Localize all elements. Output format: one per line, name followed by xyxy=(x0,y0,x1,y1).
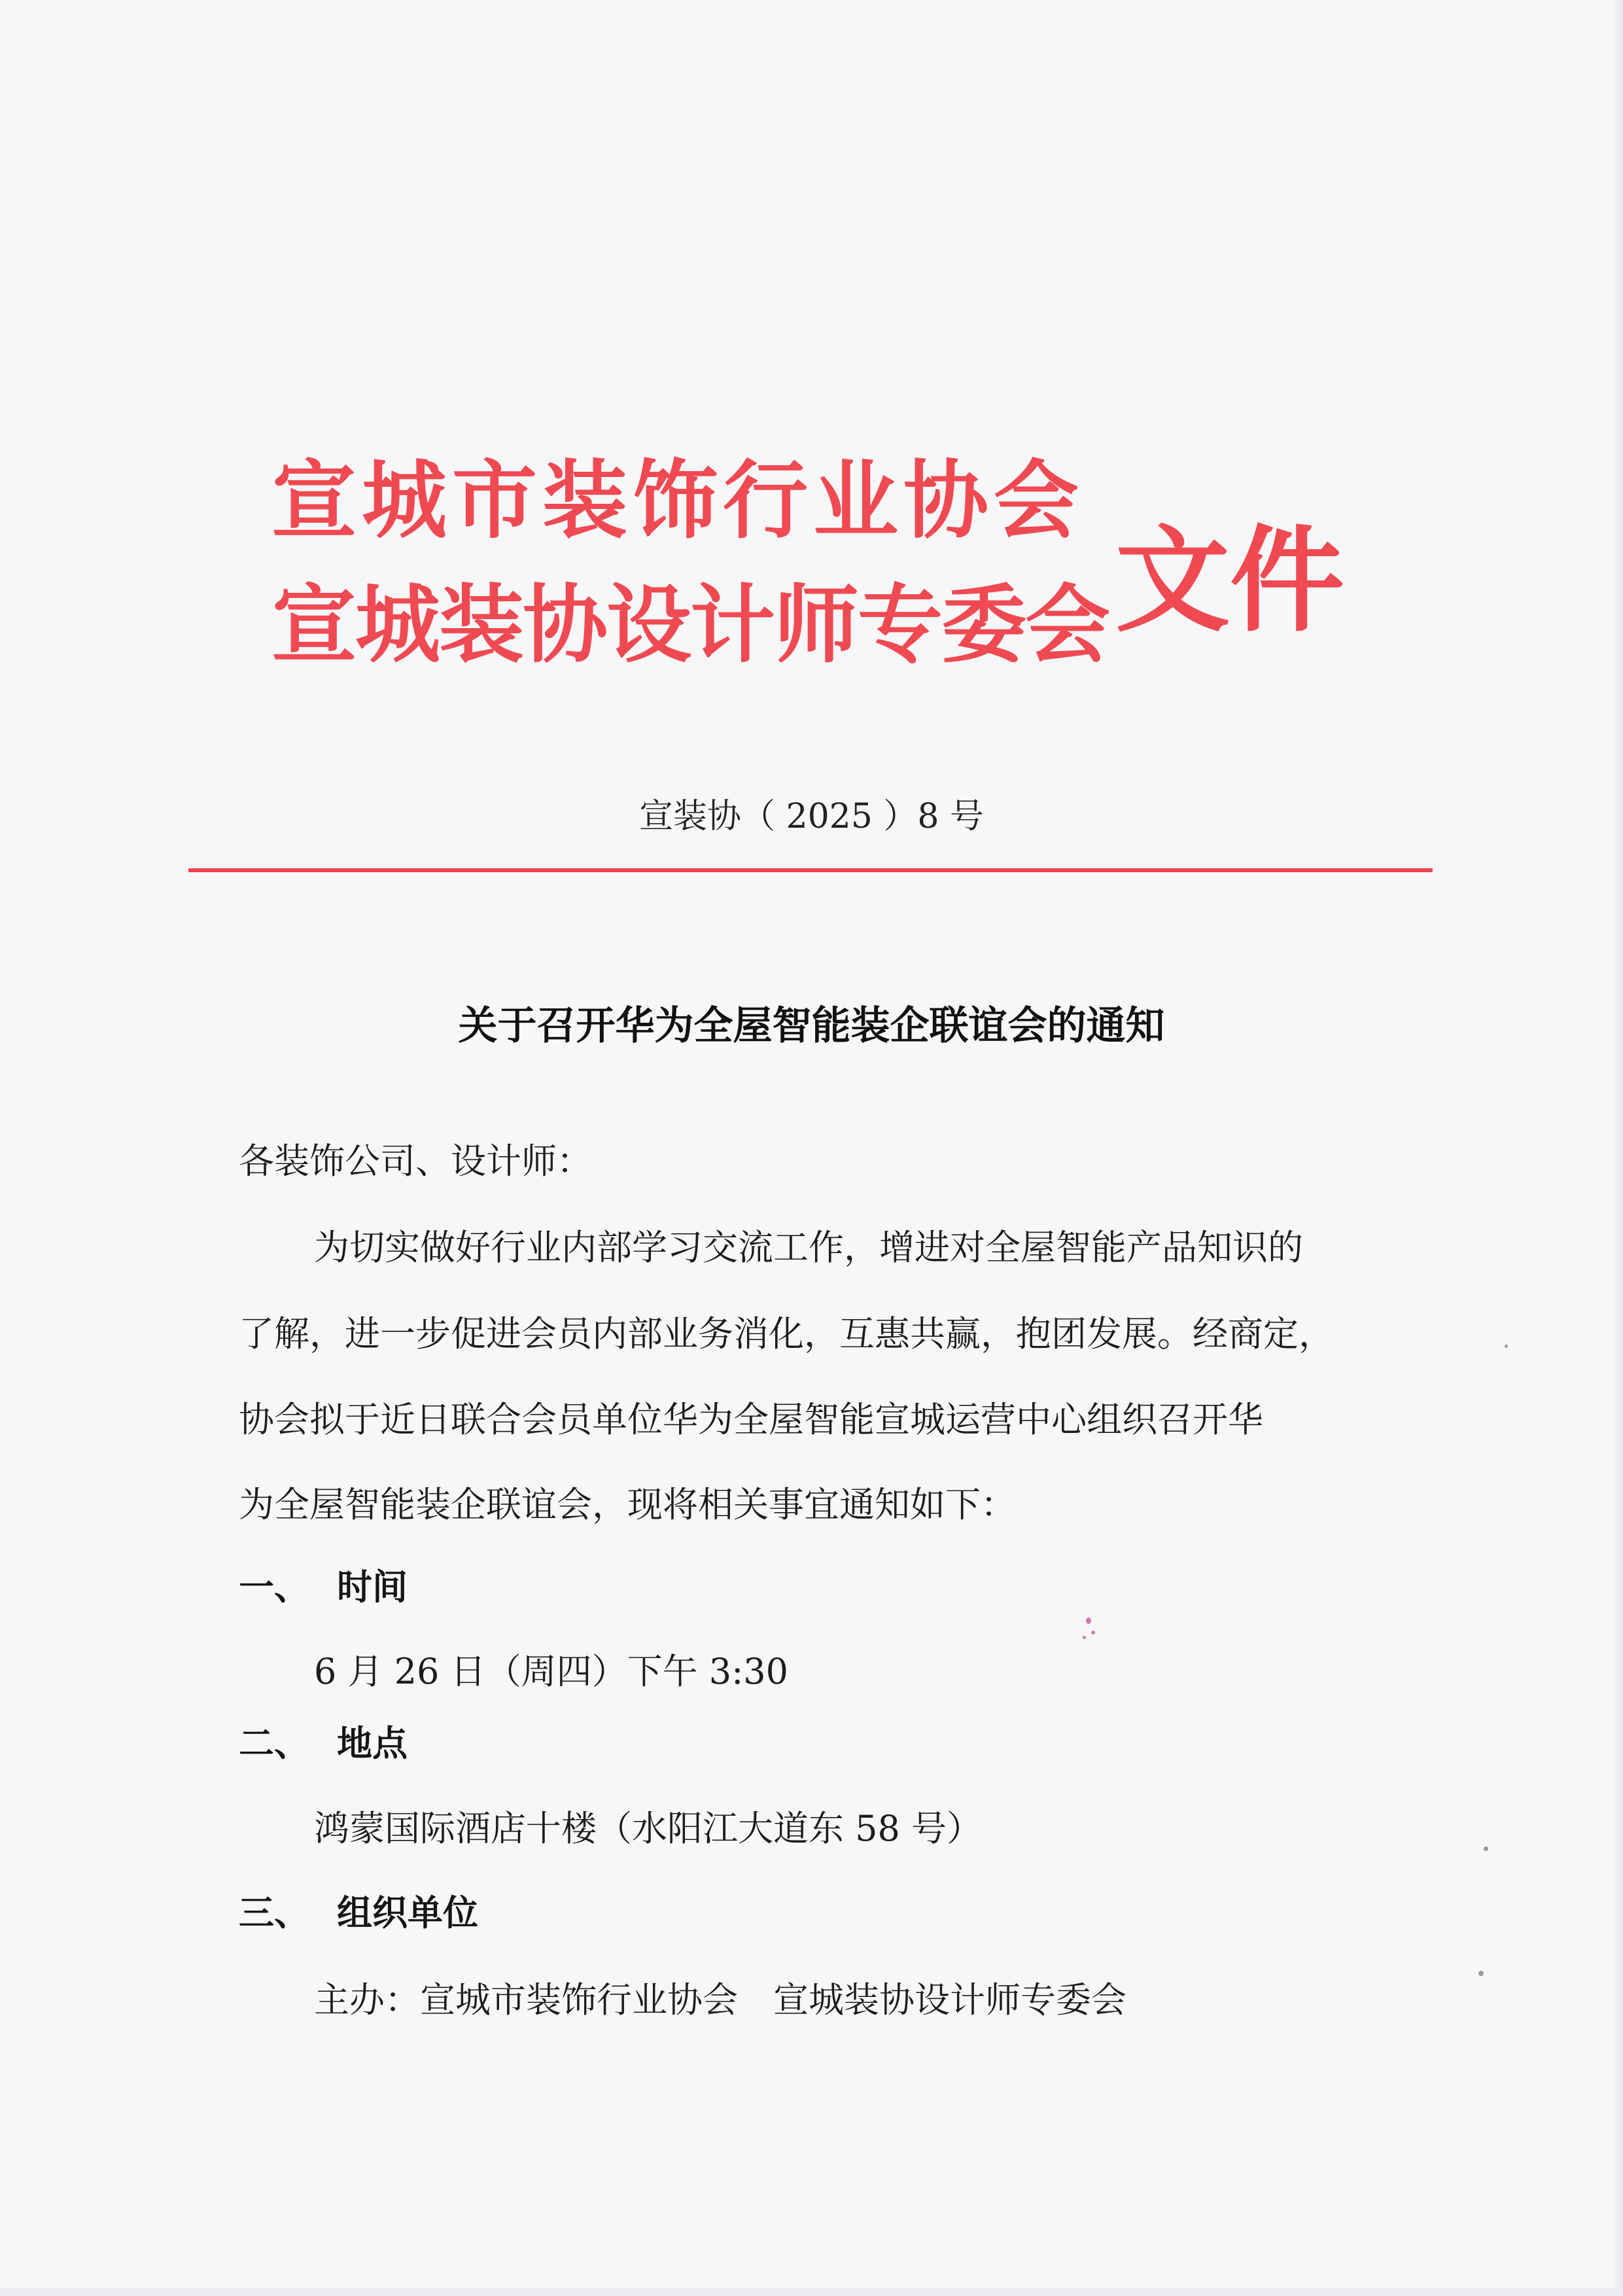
paragraph-line: 协会拟于近日联合会员单位华为全屋智能宣城运营中心组织召开华 xyxy=(239,1399,1263,1440)
section-title: 时间 xyxy=(337,1566,408,1608)
paragraph-line: 了解，进一步促进会员内部业务消化，互惠共赢，抱团发展。经商定， xyxy=(239,1313,1334,1354)
notice-title: 关于召开华为全屋智能装企联谊会的通知 xyxy=(458,1003,1165,1049)
document-number: 宣装协（ 2025 ）8 号 xyxy=(638,797,984,836)
document-header xyxy=(271,450,1384,694)
scan-speck xyxy=(1478,1971,1484,1976)
section-content-time: 6 月 26 日（周四）下午 3:30 xyxy=(314,1651,788,1692)
section-heading-location xyxy=(239,1722,408,1764)
paragraph-line: 为全屋智能装企联谊会，现将相关事宜通知如下： xyxy=(239,1484,1016,1525)
salutation: 各装饰公司、设计师： xyxy=(239,1140,592,1182)
section-content-location: 鸿蒙国际酒店十楼（水阳江大道东 58 号） xyxy=(314,1808,983,1849)
section-heading-organizer xyxy=(239,1892,478,1934)
issuing-org-1: 宣城市装饰行业协会 xyxy=(271,450,1085,550)
section-number: 一、 xyxy=(239,1566,309,1608)
scan-speck xyxy=(1086,1617,1091,1624)
scan-edge xyxy=(1614,0,1623,2296)
section-heading-time xyxy=(239,1566,408,1608)
scan-speck xyxy=(1091,1631,1095,1634)
section-content-organizer: 主办：宣城市装饰行业协会 宣城装协设计师专委会 xyxy=(314,1979,1126,2021)
scan-speck xyxy=(1505,1345,1508,1348)
paragraph-line: 为切实做好行业内部学习交流工作，增进对全屋智能产品知识的 xyxy=(314,1227,1303,1268)
section-title: 地点 xyxy=(337,1722,408,1764)
section-number: 二、 xyxy=(239,1722,309,1764)
header-suffix: 文件 xyxy=(1115,514,1344,648)
section-number: 三、 xyxy=(239,1892,309,1934)
scan-speck xyxy=(1484,1846,1488,1851)
scan-edge xyxy=(0,2288,1623,2296)
section-title: 组织单位 xyxy=(337,1892,478,1934)
issuing-org-2: 宣城装协设计师专委会 xyxy=(271,574,1109,675)
header-divider xyxy=(188,868,1433,872)
scan-speck xyxy=(1083,1636,1086,1639)
